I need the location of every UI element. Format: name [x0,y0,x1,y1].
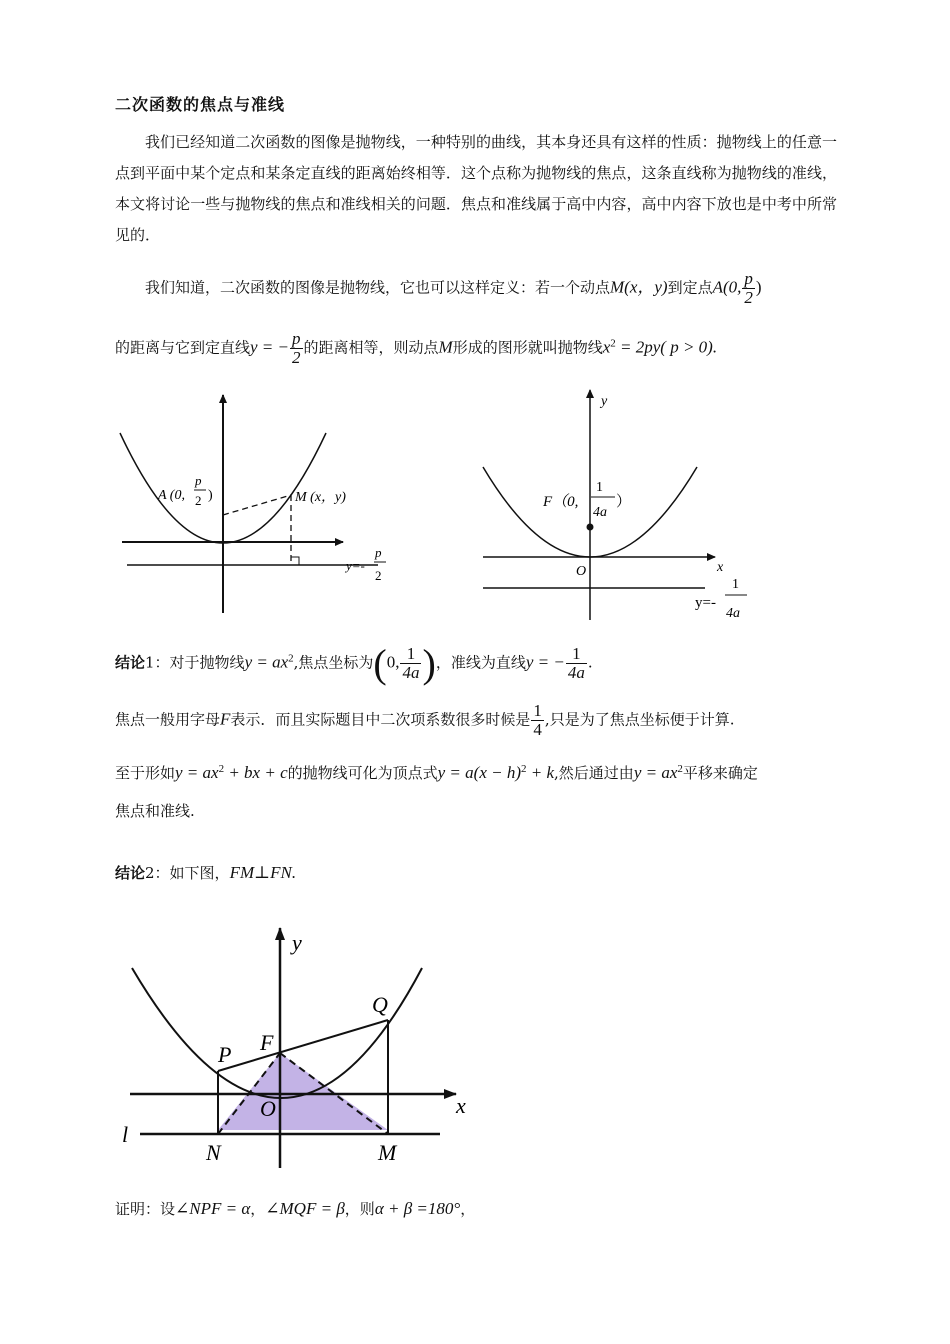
note-2-eq3: y = ax [633,763,678,782]
frac-den: 4 [533,719,542,739]
label-l: l [122,1122,129,1147]
label-p: P [218,1042,232,1067]
definition-part1: 我们知道，二次函数的图像是抛物线，它也可以这样定义：若一个动点 [145,278,611,297]
m-letter: M [438,337,453,357]
point-a: A(0, [712,277,742,297]
point-a-close: ) [755,277,762,297]
label-directrix: y=- [346,558,365,573]
figure-focus-directrix [475,385,765,630]
note-2-line-2 [115,800,195,821]
note-2-t3: ,然后通过由 [554,764,634,782]
proof-t4: ， [460,1200,476,1218]
label-dir-2: 2 [375,568,382,583]
frac-num: p [292,329,301,348]
note-2-eq1b: + bx + c [224,763,288,782]
label-x: x [717,560,724,575]
note-2-sup2: 2 [521,763,527,775]
note-2-t2: 的抛物线可化为顶点式 [287,764,438,782]
note-2-t1: 至于形如 [115,764,176,782]
definition-part2: 到定点 [667,278,713,297]
chord-pq [218,1020,388,1071]
frac-den: 2 [292,347,301,367]
conclusion-1-dir-text: ，准线为直线 [435,653,526,672]
note-2-eq1: y = ax [175,763,219,782]
definition-line-2 [115,330,717,367]
note-1-f: F [220,709,231,729]
label-a: A (0, [158,488,185,503]
page-title: 二次函数的焦点与准线 [115,95,286,114]
note-2-t4: 平移来确定 [682,764,758,782]
fraction-p-over-2-b [290,330,303,367]
label-f-1: 1 [596,480,603,495]
label-f: F [260,1030,274,1055]
frac-num: 1 [566,645,587,664]
fraction-1-over-4a [400,645,421,682]
conclusion-1-sup: 2 [288,652,294,665]
note-2-line-1 [115,762,758,783]
note-2-sup1: 2 [218,763,225,775]
paren-right: ) [422,641,436,686]
definition-part5: 形成的图形就叫抛物线 [452,338,603,357]
note-1 [115,702,734,739]
right-angle-mark [291,557,299,565]
conclusion-1-zero: 0, [386,652,400,672]
conclusion-1-label: 结论 [115,653,146,672]
frac-den: 4a [402,663,420,682]
conclusion-2 [115,862,296,883]
eq-x: x [602,337,611,357]
fraction-1-over-4 [531,702,544,739]
note-1-t2: 表示．而且实际题目中二次项系数很多时候是 [230,710,531,729]
label-y: y [601,394,608,409]
conclusion-1-eq: y = ax [244,652,289,672]
label-origin: O [576,564,587,579]
focus-point [587,524,594,531]
shaded-triangle-fmn [218,1053,388,1130]
point-m: M(x，y) [610,277,668,297]
label-x: x [456,1093,466,1118]
label-f-4a: 4a [593,505,607,520]
eq-sup: 2 [610,337,616,350]
fraction-p-over-2 [742,270,755,307]
proof-line [115,1198,475,1219]
label-dir-p: p [375,545,382,560]
label-a-2: 2 [195,493,202,508]
conclusion-2-expr: FM⊥FN. [229,863,297,882]
dashed-am [223,495,291,515]
fraction-1-over-4a-b [566,645,587,682]
conclusion-1 [115,640,593,687]
definition-part3: 的距离与它到定直线 [115,338,251,357]
conclusion-1-dir: y = − [525,652,565,672]
label-y: y [292,930,302,955]
conclusion-2-text: 2：如下图， [145,864,230,882]
note-2-line2: 焦点和准线. [115,802,195,820]
conclusion-1-focus-text: ,焦点坐标为 [293,653,374,672]
frac-den: 2 [744,287,753,307]
note-1-t1: 焦点一般用字母 [115,710,221,729]
label-a-close: ) [208,488,213,503]
proof-angle-1: ∠NPF = α [175,1199,251,1218]
intro-paragraph [115,127,837,251]
label-f-close: ） [616,494,632,510]
intro-text: 我们已经知道二次函数的图像是抛物线，一种特别的曲线，其本身还具有这样的性质：抛物线上的任意一点到平面中某个定点和某条定直线的距离始终相等．这个点称为抛物线的焦点，这条直线称为抛物线的准线，本文将讨论一些与抛物线的焦点和准线相关的问题．焦点和准线属于高中内容，高中内容下放也是中考中所常见的． [115,133,837,244]
frac-num: 1 [533,701,542,720]
label-dir-1: 1 [732,577,739,592]
proof-angle-2: ∠MQF = β [265,1199,345,1218]
frac-num: p [744,269,753,288]
label-m: M [378,1140,397,1165]
label-a-p: p [195,473,202,488]
label-o: O [260,1096,276,1121]
frac-den: 4a [567,663,585,682]
label-n: N [206,1140,221,1165]
note-2-eq2: y = a(x − h) [437,763,521,782]
label-f: F（0, [543,494,579,510]
conclusion-2-label: 结论 [115,864,146,882]
proof-t2: ， [250,1200,266,1218]
proof-sum: α + β =180° [374,1199,461,1218]
paren-left: ( [373,641,387,686]
definition-part4: 的距离相等，则动点 [303,338,439,357]
directrix-lhs: y = − [250,337,290,357]
note-2-eq2b: + k [526,763,555,782]
note-2-sup3: 2 [677,763,683,775]
proof-t3: ，则 [344,1200,375,1218]
proof-t1: 证明：设 [115,1200,176,1218]
label-directrix: y=- [695,595,716,611]
conclusion-1-end: . [587,653,593,672]
definition-line-1 [115,270,762,307]
label-dir-4a: 4a [726,606,740,621]
figure-parabola-definition [110,385,400,620]
conclusion-1-text: 1：对于抛物线 [145,653,245,672]
note-1-t3: ,只是为了焦点坐标便于计算. [544,710,735,729]
eq-rest: = 2py( p > 0). [615,337,718,357]
label-m: M (x，y) [295,490,346,505]
figure-fm-perp-fn [110,920,490,1175]
label-q: Q [372,992,388,1017]
frac-num: 1 [400,645,421,664]
